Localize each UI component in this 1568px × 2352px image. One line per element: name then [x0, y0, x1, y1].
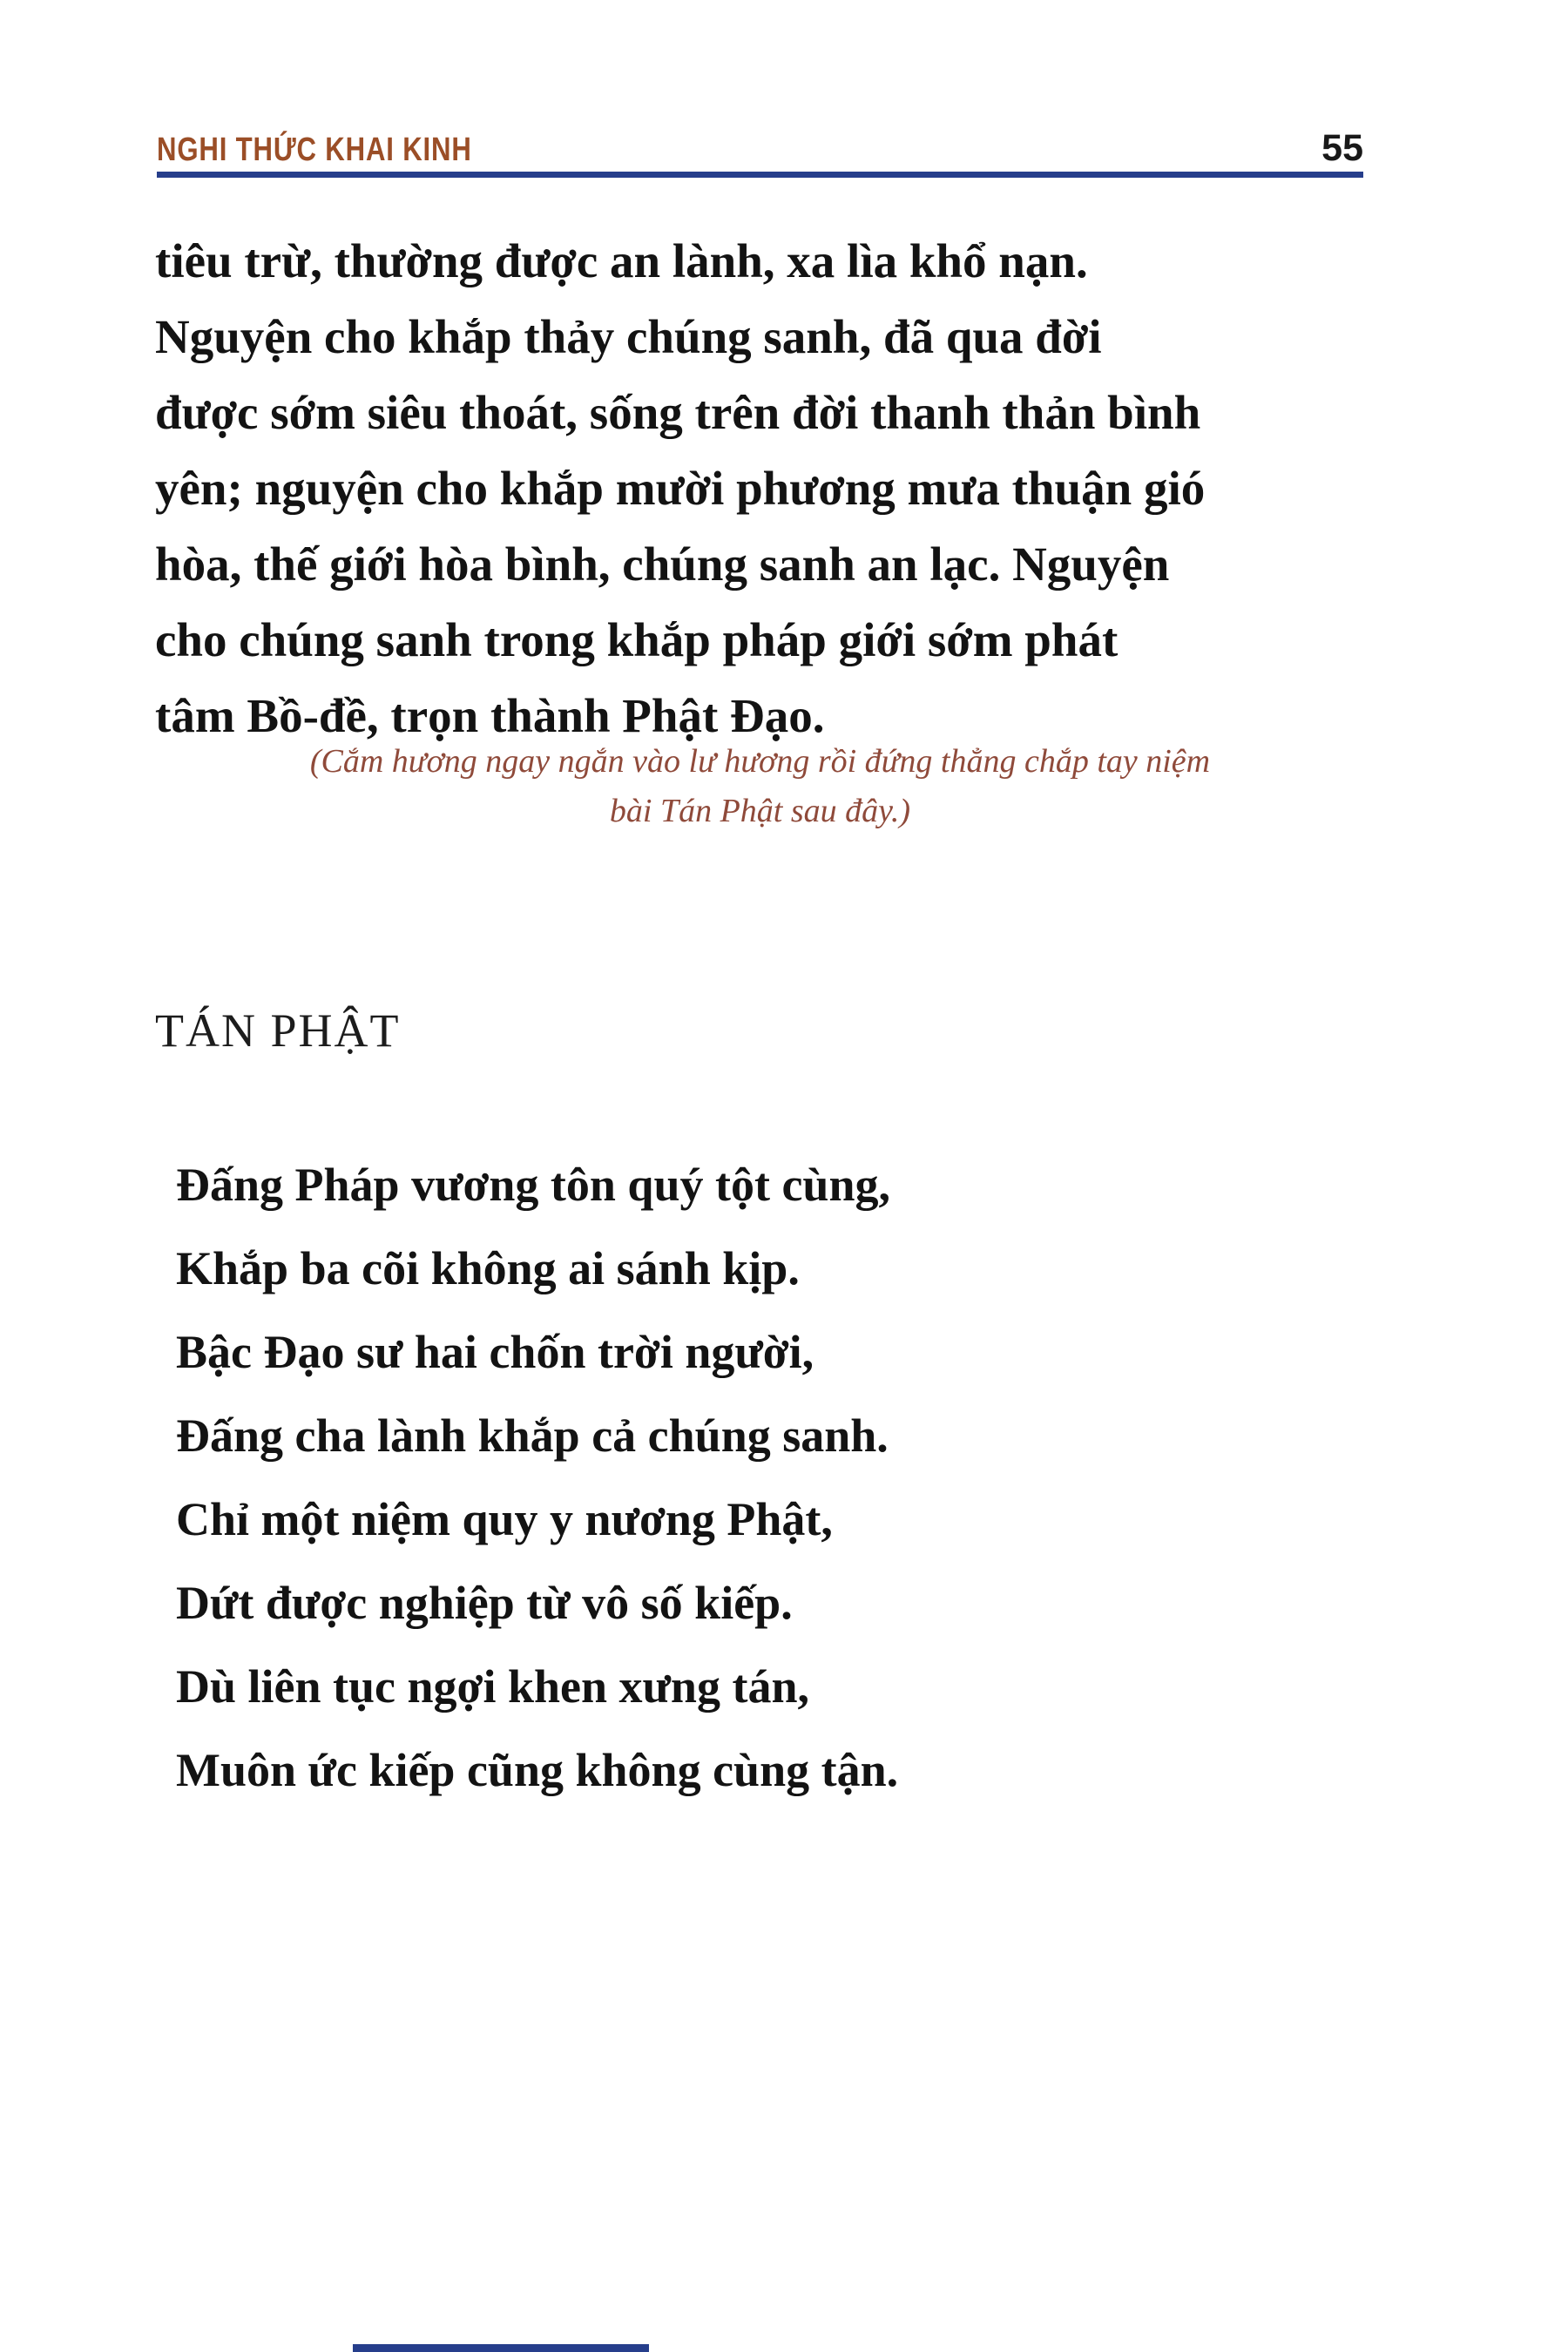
- body-line: cho chúng sanh trong khắp pháp giới sớm phát: [155, 613, 1119, 666]
- poem-line: Bậc Đạo sư hai chốn trời người,: [176, 1326, 814, 1378]
- running-title: NGHI THỨC KHAI KINH: [157, 132, 472, 168]
- poem-line: Dù liên tục ngợi khen xưng tán,: [176, 1660, 809, 1713]
- body-line: hòa, thế giới hòa bình, chúng sanh an lạc. Nguyện: [155, 537, 1170, 591]
- body-line: được sớm siêu thoát, sống trên đời thanh thản bình: [155, 386, 1201, 439]
- body-line: yên; nguyện cho khắp mười phương mưa thuận gió: [155, 462, 1206, 515]
- poem-line: Đấng Pháp vương tôn quý tột cùng,: [176, 1159, 890, 1211]
- body-line: tiêu trừ, thường được an lành, xa lìa khổ nạn.: [155, 234, 1088, 287]
- next-page-rule-fragment: [353, 2344, 649, 2352]
- poem-line: Dứt được nghiệp từ vô số kiếp.: [176, 1577, 793, 1629]
- section-title: TÁN PHẬT: [155, 1004, 401, 1057]
- poem-line: Chỉ một niệm quy y nương Phật,: [176, 1493, 833, 1545]
- rubric-line: bài Tán Phật sau đây.): [609, 793, 911, 829]
- page-header: [157, 127, 1363, 170]
- header-rule: [157, 172, 1363, 178]
- body-paragraph: [155, 223, 1370, 754]
- body-line: tâm Bồ-đề, trọn thành Phật Đạo.: [155, 689, 825, 742]
- poem-line: Đấng cha lành khắp cả chúng sanh.: [176, 1409, 889, 1462]
- poem-line: Muôn ức kiếp cũng không cùng tận.: [176, 1744, 899, 1796]
- page-number: 55: [1321, 127, 1363, 169]
- instruction-rubric: [157, 737, 1363, 836]
- poem: [176, 1143, 898, 1812]
- body-line: Nguyện cho khắp thảy chúng sanh, đã qua đời: [155, 310, 1102, 363]
- poem-line: Khắp ba cõi không ai sánh kịp.: [176, 1242, 800, 1294]
- rubric-line: (Cắm hương ngay ngắn vào lư hương rồi đứng thẳng chắp tay niệm: [309, 743, 1211, 780]
